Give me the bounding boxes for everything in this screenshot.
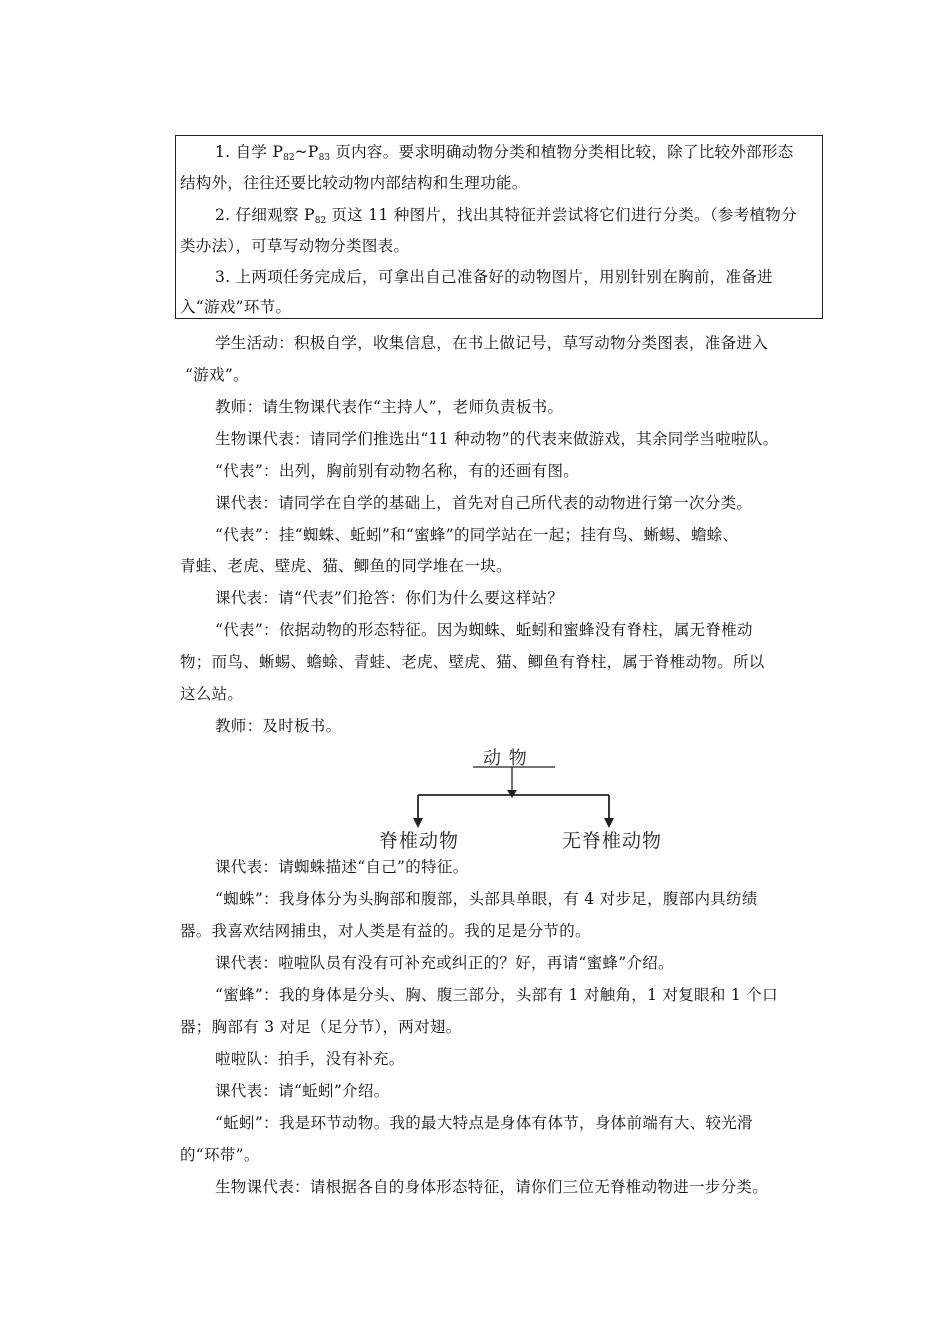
- paragraph-line: “蜘蛛”：我身体分为头胸部和腹部，头部具单眼，有 4 对步足，腹部内具纺绩: [215, 890, 758, 908]
- paragraph-line: “代表”：出列，胸前别有动物名称，有的还画有图。: [215, 462, 580, 480]
- task-line-1-text-a: 1. 自学 P: [215, 143, 284, 161]
- paragraph-line: “游戏”。: [185, 366, 249, 384]
- paragraph-line: 器；胸部有 3 对足（足分节），两对翅。: [180, 1018, 462, 1036]
- page-subscript: 82: [283, 153, 295, 163]
- paragraph-line: 物；而鸟、蜥蜴、蟾蜍、青蛙、老虎、壁虎、猫、鲫鱼有脊柱，属于脊椎动物。所以: [180, 653, 765, 671]
- paragraph-line: 青蛙、老虎、壁虎、猫、鲫鱼的同学堆在一块。: [180, 557, 512, 575]
- paragraph-line: 课代表：请“蚯蚓”介绍。: [215, 1082, 390, 1100]
- paragraph-line: 生物课代表：请同学们推选出“11 种动物”的代表来做游戏，其余同学当啦啦队。: [215, 430, 779, 448]
- paragraph-line: 教师：及时板书。: [215, 717, 342, 735]
- diagram-root-label: 动 物: [483, 748, 528, 769]
- paragraph-line: “蚯蚓”：我是环节动物。我的最大特点是身体有体节，身体前端有大、较光滑: [215, 1114, 753, 1132]
- paragraph-line: 课代表：请“代表”们抢答：你们为什么要这样站？: [215, 589, 564, 607]
- task-line-1-text-c: 页内容。要求明确动物分类和植物分类相比较，除了比较外部形态: [330, 143, 794, 161]
- task-line-2: 结构外，往往还要比较动物内部结构和生理功能。: [180, 174, 528, 192]
- paragraph-line: 啦啦队：拍手，没有补充。: [215, 1050, 405, 1068]
- paragraph-line: 教师：请生物课代表作“主持人”，老师负责板书。: [215, 398, 564, 416]
- paragraph-line: “代表”：挂“蜘蛛、蚯蚓”和“蜜蜂”的同学站在一起；挂有鸟、蜥蜴、蟾蜍、: [215, 526, 739, 544]
- paragraph-line: 课代表：请同学在自学的基础上，首先对自己所代表的动物进行第一次分类。: [215, 494, 753, 512]
- task-line-5: 3. 上两项任务完成后，可拿出自己准备好的动物图片，用别针别在胸前，准备进: [215, 268, 773, 286]
- paragraph-line: 的“环带”。: [180, 1146, 260, 1164]
- page-subscript: 82: [314, 216, 327, 226]
- task-line-1-text-b: ~P: [294, 143, 319, 161]
- paragraph-line: 器。我喜欢结网捕虫，对人类是有益的。我的足是分节的。: [180, 922, 591, 940]
- paragraph-line: 课代表：请蜘蛛描述“自己”的特征。: [215, 858, 469, 876]
- classification-diagram: [375, 740, 705, 855]
- paragraph-line: 课代表：啦啦队员有没有可补充或纠正的？好，再请“蜜蜂”介绍。: [215, 954, 674, 972]
- paragraph-line: “蜜蜂”：我的身体是分头、胸、腹三部分，头部有 1 对触角，1 对复眼和 1 个口: [215, 986, 778, 1004]
- task-line-3: [215, 205, 797, 231]
- diagram-left-label: 脊椎动物: [379, 830, 460, 852]
- task-line-3-text-b: 页这 11 种图片，找出其特征并尝试将它们进行分类。（参考植物分: [326, 206, 797, 224]
- paragraph-line: 生物课代表：请根据各自的身体形态特征，请你们三位无脊椎动物进一步分类。: [215, 1178, 769, 1196]
- diagram-right-label: 无脊椎动物: [562, 830, 663, 852]
- paragraph-line: 学生活动：积极自学，收集信息，在书上做记号，草写动物分类图表，准备进入: [215, 334, 769, 352]
- task-line-1: [215, 142, 794, 168]
- task-line-6: 入“游戏”环节。: [180, 298, 292, 316]
- paragraph-line: 这么站。: [180, 685, 244, 703]
- task-line-3-text-a: 2. 仔细观察 P: [215, 206, 315, 224]
- page-subscript: 83: [318, 153, 331, 163]
- task-line-4: 类办法），可草写动物分类图表。: [180, 237, 410, 255]
- paragraph-line: “代表”：依据动物的形态特征。因为蜘蛛、蚯蚓和蜜蜂没有脊柱，属无脊椎动: [215, 621, 753, 639]
